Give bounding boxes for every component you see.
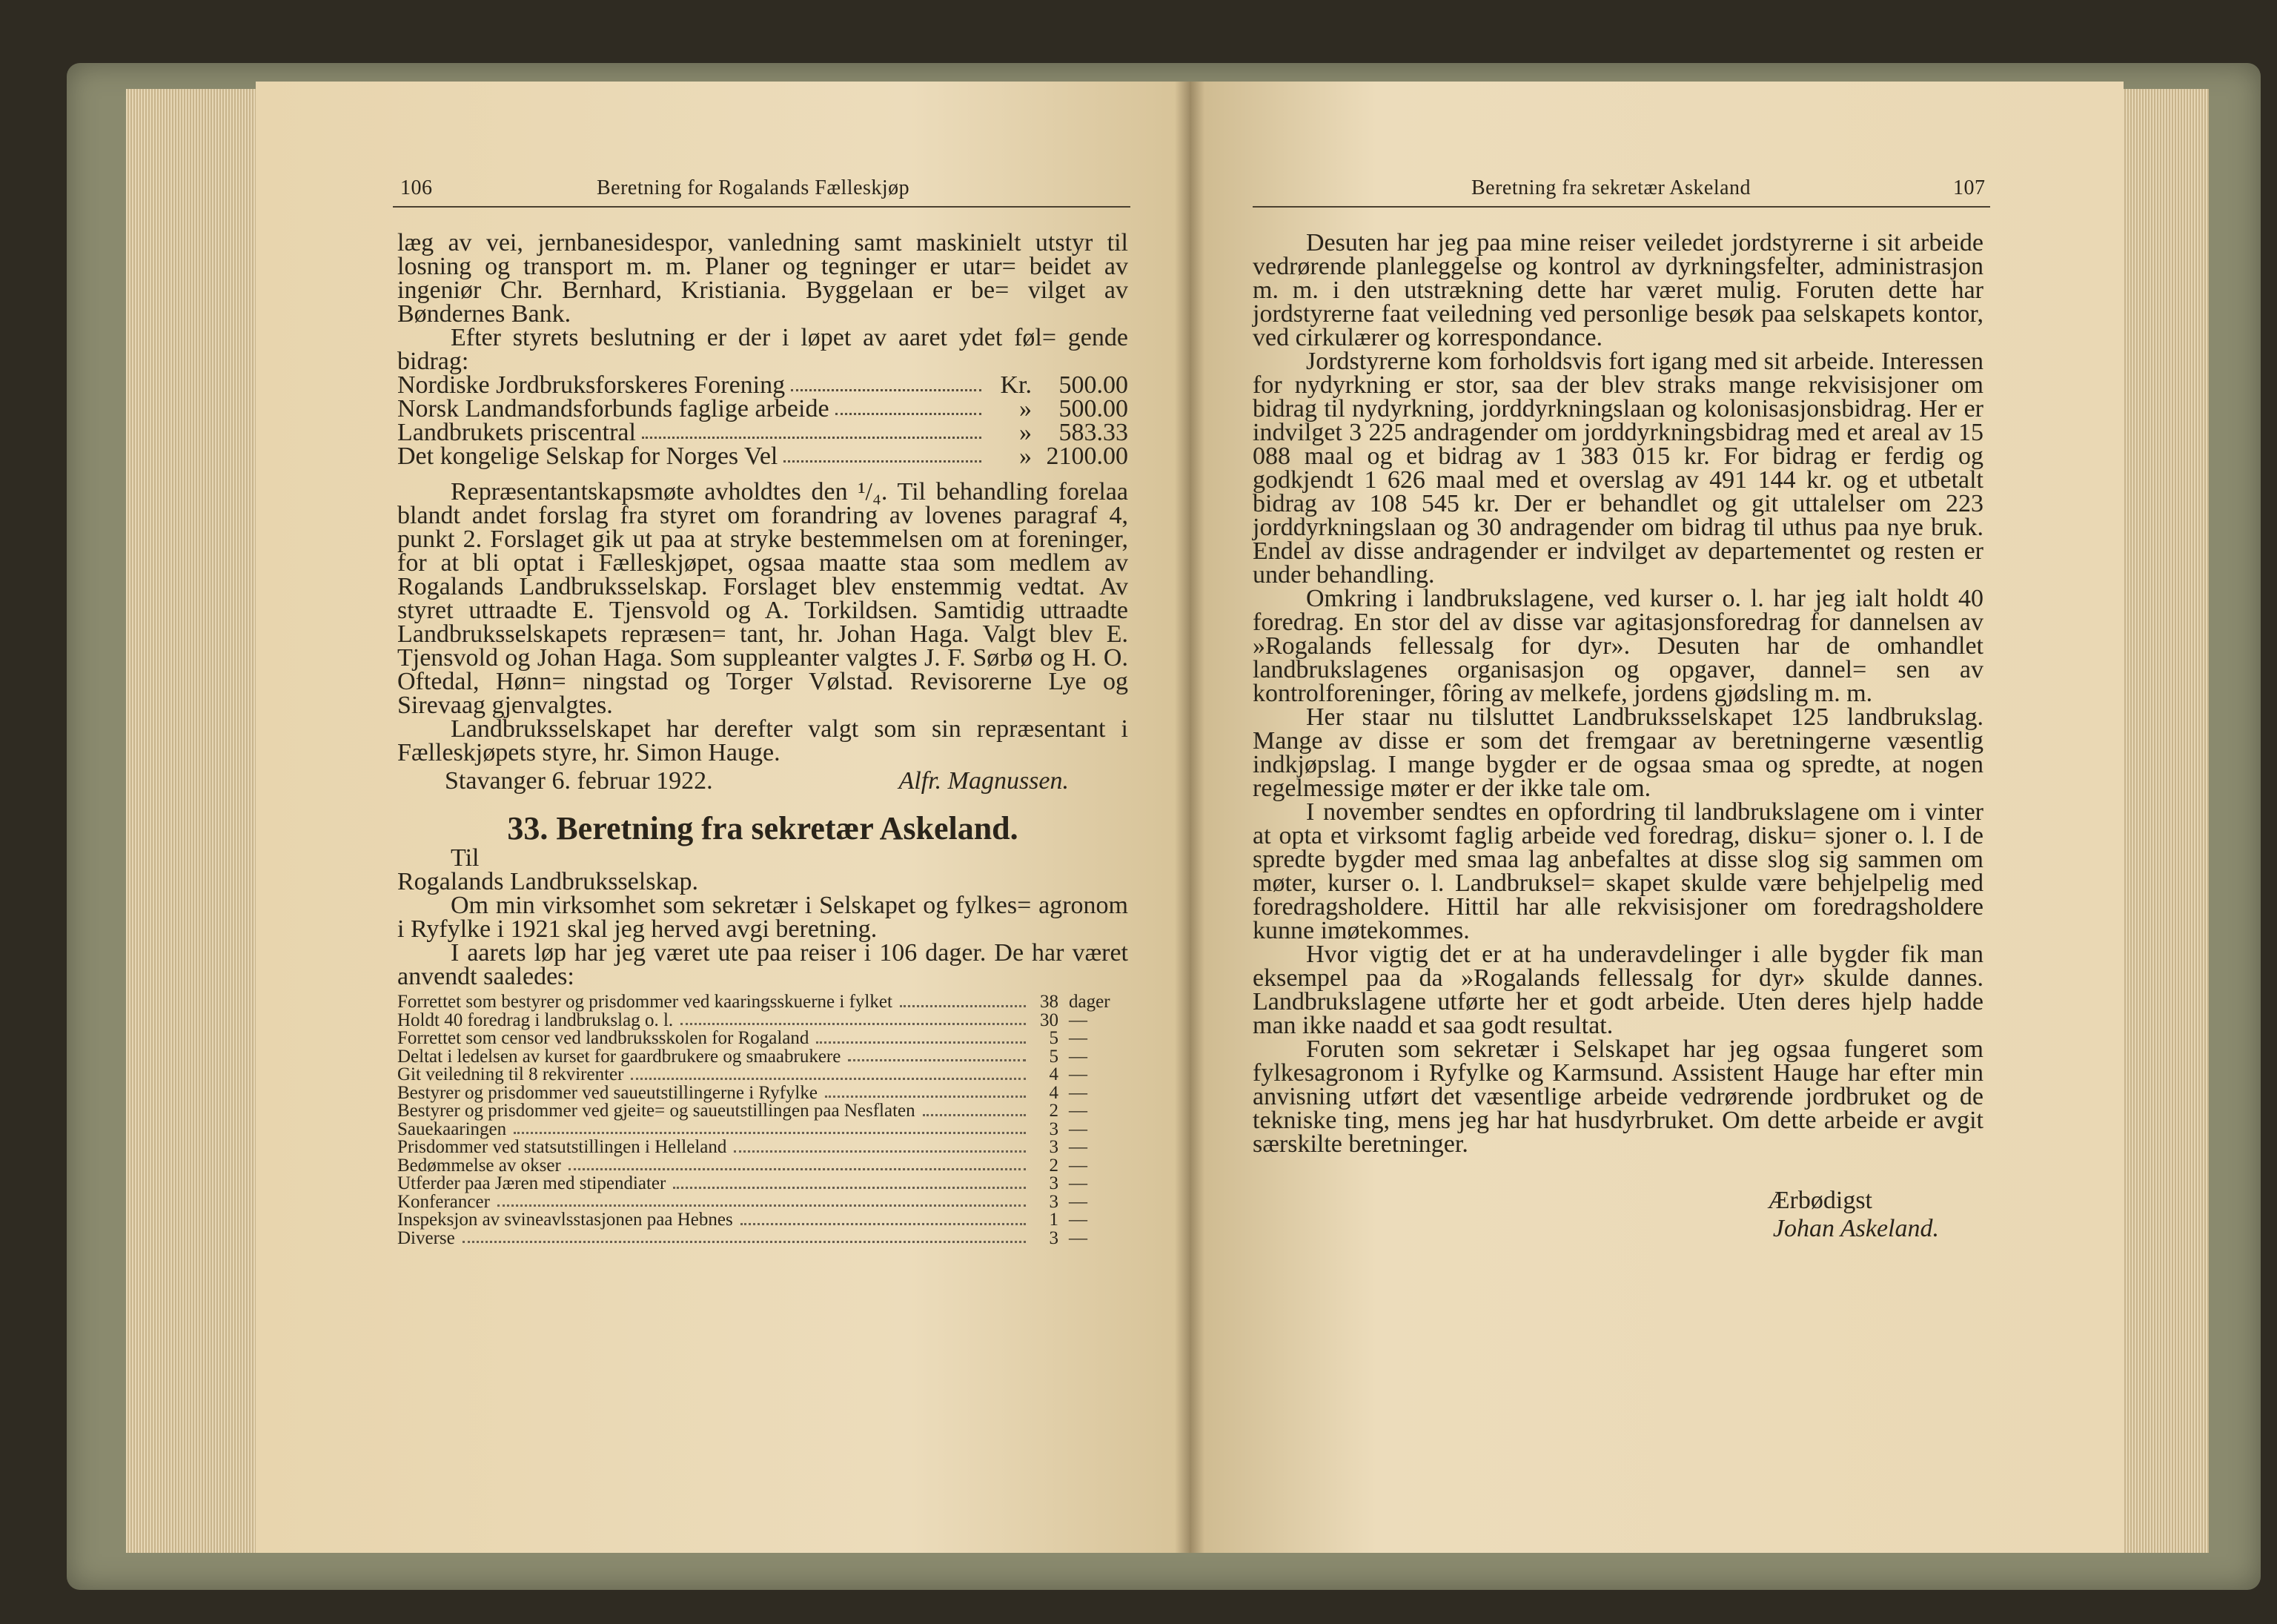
contribution-row <box>397 397 1128 421</box>
days-count: 4 <box>1049 1064 1058 1084</box>
days-row <box>397 1102 1128 1121</box>
leader-dots <box>734 1139 1026 1153</box>
days-row <box>397 1084 1128 1103</box>
days-row <box>397 1012 1128 1030</box>
leader-dots <box>642 421 981 439</box>
leader-dots <box>569 1157 1026 1171</box>
days-label: Utferder paa Jæren med stipendiater <box>397 1173 666 1193</box>
days-count: 1 <box>1049 1210 1058 1230</box>
days-label: Git veiledning til 8 rekvirenter <box>397 1064 624 1084</box>
signature: Alfr. Magnussen. <box>898 767 1069 795</box>
contribution-amount: 583.33 <box>1058 419 1128 446</box>
days-unit: — <box>1069 1082 1087 1103</box>
days-count: 2 <box>1049 1101 1058 1121</box>
left-page-body <box>397 231 1128 1247</box>
paragraph: læg av vei, jernbanesidespor, vanledning samt maskinielt utstyr til losning og transport m. m. Planer og tegninger er utar= beidet av ingeniør Chr. Bernhard, Kristiania. Byggelaan er be= vilget av Bøndernes Bank. <box>397 229 1128 328</box>
paragraph: I aarets løp har jeg været ute paa reiser i 106 dager. De har været anvendt saaledes: <box>397 939 1128 990</box>
days-list <box>397 993 1128 1247</box>
days-label: Forrettet som bestyrer og prisdommer ved kaaringsskuerne i fylket <box>397 992 892 1012</box>
header-rule-left <box>393 206 1130 208</box>
days-unit: — <box>1069 1227 1087 1248</box>
days-row <box>397 1211 1128 1230</box>
running-head-left: Beretning for Rogalands Fælleskjøp <box>597 176 910 199</box>
days-label: Bestyrer og prisdommer ved saueutstillingerne i Ryfylke <box>397 1082 818 1103</box>
contribution-currency: » <box>1019 395 1032 422</box>
days-row <box>397 1139 1128 1157</box>
contribution-amount: 500.00 <box>1058 371 1128 399</box>
days-label: Bestyrer og prisdommer ved gjeite= og saueutstillingen paa Nesflaten <box>397 1101 915 1121</box>
header-rule-right <box>1253 206 1990 208</box>
paragraph: Hvor vigtig det er at ha underavdelinger i alle bygder fik man eksempel paa da »Rogalands fellessalg for dyr» skulde dannes. Landbrukslagene utførte her et godt arbeide. Uten deres hjelp hadde man ikke naadd et saa godt resultat. <box>1253 941 1983 1039</box>
leader-dots <box>497 1193 1026 1207</box>
days-count: 3 <box>1049 1191 1058 1212</box>
leader-dots <box>463 1230 1026 1244</box>
contribution-amount: 2100.00 <box>1046 443 1128 470</box>
page-edges-left <box>126 89 274 1553</box>
salutation-line: Til <box>451 844 480 872</box>
days-count: 5 <box>1049 1046 1058 1067</box>
leader-dots <box>816 1030 1026 1044</box>
paragraph: Omkring i landbrukslagene, ved kurser o. l. har jeg ialt holdt 40 foredrag. En stor del av disse var agitasjonsforedrag for dannelsen av »Rogalands fellessalg for dyr». Desuten har de omhandlet landbrukslagenes organisasjon og opgaver, dannel= sen av kontrolforeninger, fôring av melkefe, jordens gjødsling m. m. <box>1253 585 1983 707</box>
paragraph: Desuten har jeg paa mine reiser veiledet jordstyrerne i sit arbeide vedrørende planleggelse og kontrol av dyrkningsfelter, administrasjon m. m. i den utstrækning dette har været mulig. Foruten dette har jordstyrerne faat veiledning ved personlige besøk paa selskapets kontor, ved cirkulærer og korrespondance. <box>1253 229 1983 351</box>
leader-dots <box>825 1084 1026 1098</box>
days-count: 3 <box>1049 1118 1058 1139</box>
leader-dots <box>791 374 981 391</box>
days-count: 3 <box>1049 1173 1058 1193</box>
days-count: 3 <box>1049 1227 1058 1248</box>
paragraph: Foruten som sekretær i Selskapet har jeg ogsaa fungeret som fylkesagronom i Ryfylke og Karmsund. Assistent Hauge har efter min anvisning utført det væsentlige arbeide vedrørende jordbruket og de tekniske ting, mens jeg har hat husdyrbruket. Om dette arbeide er avgit særskilte beretninger. <box>1253 1035 1983 1158</box>
days-unit: — <box>1069 1155 1087 1176</box>
days-count: 5 <box>1049 1028 1058 1048</box>
running-head-right: Beretning fra sekretær Askeland <box>1471 176 1751 199</box>
days-count: 38 <box>1040 992 1058 1012</box>
days-row <box>397 1175 1128 1193</box>
contribution-row <box>397 445 1128 468</box>
contribution-currency: Kr. <box>1000 371 1032 399</box>
contribution-label: Det kongelige Selskap for Norges Vel <box>397 443 778 470</box>
days-count: 30 <box>1040 1010 1058 1030</box>
days-label: Bedømmelse av okser <box>397 1155 561 1176</box>
book-gutter <box>1175 82 1204 1553</box>
days-label: Holdt 40 foredrag i landbrukslag o. l. <box>397 1010 674 1030</box>
paragraph: Landbruksselskapet har derefter valgt som sin repræsentant i Fælleskjøpets styre, hr. Simon Hauge. <box>397 715 1128 766</box>
right-page-body <box>1253 231 1983 1241</box>
contribution-label: Norsk Landmandsforbunds faglige arbeide <box>397 395 829 422</box>
contribution-label: Landbrukets priscentral <box>397 419 636 446</box>
paragraph: Repræsentantskapsmøte avholdtes den ¹/₄. Til behandling forelaa blandt andet forslag fra styret om forandring av lovenes paragraf 4, punkt 2. Forslaget gik ut paa at stryke bestemmelsen om at foreninger, for at bli optat i Fælleskjøpet, ogsaa maatte staa som medlem av Rogalands Landbruksselskap. Forslaget blev enstemmig vedtat. Av styret uttraadte E. Tjensvold og A. Torkildsen. Samtidig uttraadte Landbruksselskapets repræsen= tant, hr. Johan Haga. Valgt blev E. Tjensvold og Johan Haga. Som suppleanter valgtes J. F. Sørbø og H. O. Oftedal, Hønn= ningstad og Torger Vølstad. Revisorerne Lye og Sirevaag gjenvalgtes. <box>397 478 1128 719</box>
place-date: Stavanger 6. februar 1922. <box>445 767 713 795</box>
leader-dots <box>740 1211 1026 1225</box>
days-row <box>397 1118 1128 1139</box>
salutation-line: Rogalands Landbruksselskap. <box>397 868 699 895</box>
paragraph: Jordstyrerne kom forholdsvis fort igang med sit arbeide. Interessen for nydyrkning er stor, saa der blev straks mange rekvisisjoner om bidrag til nydyrkning, jorddyrkningslaan og kolonisasjonsbidrag. Her er indvilget 3 225 andragender om jorddyrkningsbidrag med et areal av 15 088 maal og et bidrag av 1 383 015 kr. For bidrag er ferdig og godkjendt 1 626 maal med et overslag av 491 144 kr. og et utbetalt bidrag av 108 545 kr. Der er behandlet og git uttalelser om 223 jorddyrkningslaan og 30 andragender om bidrag til uthus paa nye bruk. Endel av disse andragender er indvilget av departementet og resten er under behandling. <box>1253 348 1983 589</box>
days-label: Inspeksjon av svineavlsstasjonen paa Hebnes <box>397 1210 733 1230</box>
days-unit: — <box>1069 1046 1087 1067</box>
paragraph: Her staar nu tilsluttet Landbruksselskapet 125 landbrukslag. Mange av disse er som det fremgaar av beretningerne væsentlig indkjøpslag. I mange bygder er de ogsaa smaa og spredte, at nogen regelmessige møter er der ikke tale om. <box>1253 703 1983 802</box>
days-unit: — <box>1069 1210 1087 1230</box>
leader-dots <box>900 993 1026 1007</box>
days-label: Forrettet som censor ved landbruksskolen for Rogaland <box>397 1028 809 1048</box>
days-unit: dager <box>1069 992 1110 1012</box>
contribution-amount: 500.00 <box>1058 395 1128 422</box>
days-label: Sauekaaringen <box>397 1118 507 1139</box>
leader-dots <box>514 1121 1026 1135</box>
days-label: Diverse <box>397 1227 455 1248</box>
signature: Johan Askeland. <box>1772 1215 1939 1242</box>
contribution-currency: » <box>1019 419 1032 446</box>
page-number-left: 106 <box>400 176 433 199</box>
leader-dots <box>673 1175 1026 1189</box>
days-count: 3 <box>1049 1137 1058 1157</box>
days-unit: — <box>1069 1064 1087 1084</box>
days-unit: — <box>1069 1010 1087 1030</box>
leader-dots <box>848 1048 1026 1062</box>
leader-dots <box>783 445 981 463</box>
contribution-currency: » <box>1019 443 1032 470</box>
contribution-label: Nordiske Jordbruksforskeres Forening <box>397 371 786 399</box>
days-unit: — <box>1069 1118 1087 1139</box>
days-unit: — <box>1069 1028 1087 1048</box>
days-row <box>397 1030 1128 1048</box>
section-heading: 33. Beretning fra sekretær Askeland. <box>507 810 1018 846</box>
days-count: 2 <box>1049 1155 1058 1176</box>
contributions-list <box>397 371 1128 470</box>
leader-dots <box>680 1012 1026 1026</box>
days-row <box>397 1193 1128 1212</box>
paragraph: Efter styrets beslutning er der i løpet av aaret ydet føl= gende bidrag: <box>397 324 1128 375</box>
days-row <box>397 1157 1128 1176</box>
signoff <box>397 769 1128 793</box>
contribution-row <box>397 421 1128 445</box>
days-row <box>397 993 1128 1012</box>
paragraph: Om min virksomhet som sekretær i Selskapet og fylkes= agronom i Ryfylke i 1921 skal jeg herved avgi beretning. <box>397 892 1128 943</box>
days-count: 4 <box>1049 1082 1058 1103</box>
days-label: Prisdommer ved statsutstillingen i Helleland <box>397 1137 727 1157</box>
days-unit: — <box>1069 1101 1087 1121</box>
days-unit: — <box>1069 1191 1087 1212</box>
contribution-row <box>397 371 1128 399</box>
leader-dots <box>923 1102 1026 1116</box>
days-label: Deltat i ledelsen av kurset for gaardbrukere og smaabrukere <box>397 1046 841 1067</box>
days-unit: — <box>1069 1173 1087 1193</box>
paragraph: I november sendtes en opfordring til landbrukslagene om i vinter at opta et virksomt faglig arbeide ved foredrag, disku= sjoner o. l. I de spredte bygder med smaa lag anbefaltes at disse slog sig sammen om møter, kurser o. l. Landbruksel= skapet skulde være behjelpelig med foredragsholdere. Hittil har alle rekvisisjoner om foredragsholdere kunne imøtekommes. <box>1253 798 1983 944</box>
leader-dots <box>631 1066 1026 1080</box>
days-row <box>397 1227 1128 1248</box>
page-number-right: 107 <box>1953 176 1986 199</box>
leader-dots <box>835 397 981 415</box>
days-row <box>397 1048 1128 1067</box>
days-unit: — <box>1069 1137 1087 1157</box>
closing: Ærbødigst <box>1767 1187 1872 1214</box>
days-row <box>397 1066 1128 1084</box>
days-label: Konferancer <box>397 1191 490 1212</box>
